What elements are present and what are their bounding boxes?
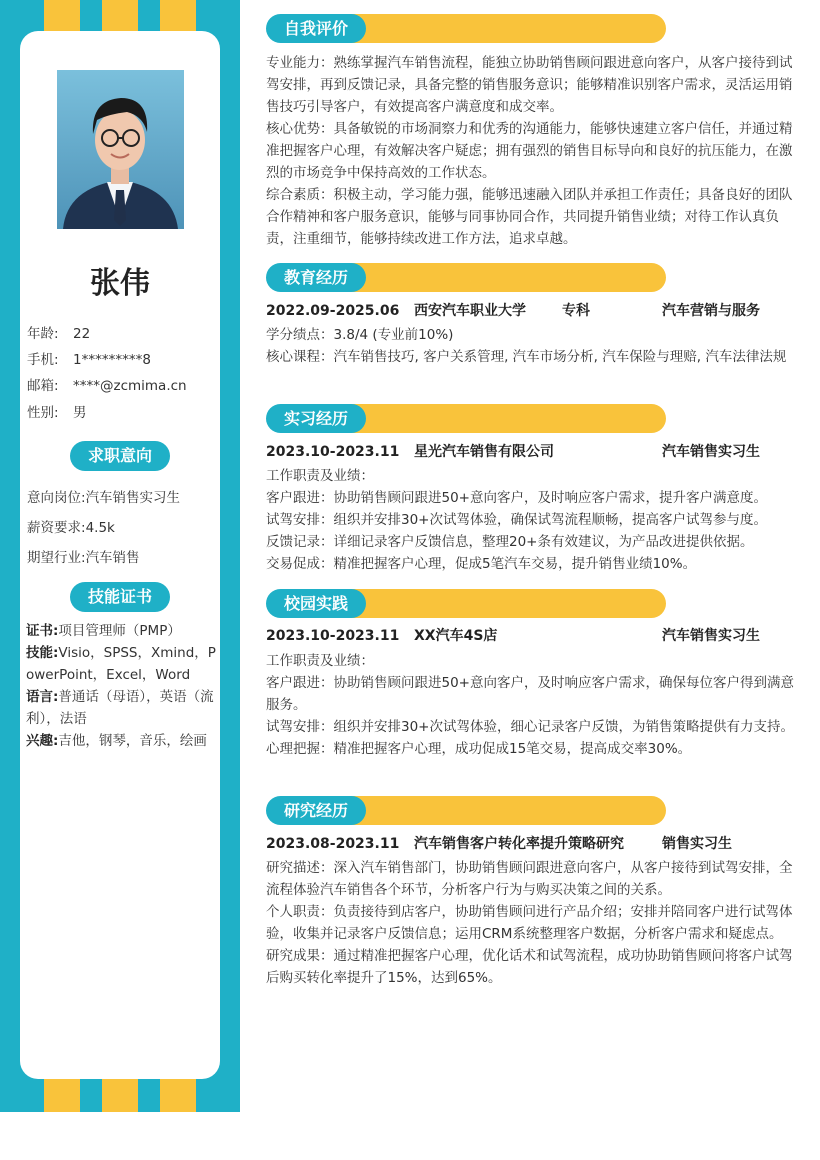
research-row xyxy=(266,833,796,855)
info-age xyxy=(27,322,90,342)
intern-company: 星光汽车销售有限公司 xyxy=(414,444,554,460)
section-header-internship xyxy=(266,404,666,433)
internship-row xyxy=(266,441,796,463)
campus-row xyxy=(266,625,796,647)
job-row-salary xyxy=(27,516,115,536)
decor-stripe xyxy=(102,1076,138,1112)
decor-stripe xyxy=(102,0,138,32)
section-header-education xyxy=(266,263,666,292)
info-value: 1*********8 xyxy=(73,352,151,368)
job-intent-heading: 求职意向 xyxy=(70,441,170,471)
campus-company: XX汽车4S店 xyxy=(414,628,498,644)
info-label: 性别: xyxy=(27,405,59,421)
info-label: 手机: xyxy=(27,352,59,368)
skill-item xyxy=(26,620,216,642)
detail-line: 心理把握：精准把握客户心理，成功促成15笔交易，提高成交率30%。 xyxy=(266,741,692,757)
skill-label: 证书: xyxy=(26,623,59,639)
job-label: 意向岗位: xyxy=(27,490,86,506)
job-value: 汽车销售实习生 xyxy=(85,490,181,506)
campus-details xyxy=(266,650,796,760)
section-title: 教育经历 xyxy=(266,263,366,292)
paragraph: 核心优势：具备敏锐的市场洞察力和优秀的沟通能力，能够快速建立客户信任，并通过精准把握客户心理，有效解决客户疑虑；拥有强烈的销售目标导向和良好的抗压能力，在激烈的市场竞争中保持高效的工作状态。 xyxy=(266,121,793,181)
campus-date: 2023.10-2023.11 xyxy=(266,628,400,644)
section-title: 实习经历 xyxy=(266,404,366,433)
info-label: 邮箱: xyxy=(27,378,59,394)
intern-role: 汽车销售实习生 xyxy=(662,444,760,460)
detail-line: 学分绩点：3.8/4 (专业前10%) xyxy=(266,327,454,343)
detail-line: 工作职责及业绩： xyxy=(266,653,374,669)
job-row-position xyxy=(27,486,180,506)
paragraph: 综合素质：积极主动，学习能力强，能够迅速融入团队并承担工作责任；具备良好的团队合作精神和客户服务意识，能够与同事协同合作，共同提升销售业绩；对待工作认真负责，注重细节，能够持续改进工作方法，追求卓越。 xyxy=(266,187,793,247)
skill-item xyxy=(26,730,216,752)
section-header-research xyxy=(266,796,666,825)
skill-value: Visio，SPSS，Xmind，PowerPoint，Excel，Word xyxy=(26,645,216,683)
detail-line: 试驾安排：组织并安排30+次试驾体验，细心记录客户反馈，为销售策略提供有力支持。 xyxy=(266,719,794,735)
decor-stripe xyxy=(44,0,80,32)
job-label: 薪资要求: xyxy=(27,520,86,536)
info-value: 男 xyxy=(73,405,87,421)
skill-label: 语言: xyxy=(26,689,59,705)
skill-item xyxy=(26,686,216,730)
detail-line: 工作职责及业绩： xyxy=(266,468,374,484)
research-date: 2023.08-2023.11 xyxy=(266,836,400,852)
education-details xyxy=(266,324,796,368)
info-phone xyxy=(27,348,151,368)
detail-line: 研究描述：深入汽车销售部门，协助销售顾问跟进意向客户，从客户接待到试驾安排，全流程体验汽车销售各个环节，分析客户行为与购买决策之间的关系。 xyxy=(266,860,793,898)
edu-date: 2022.09-2025.06 xyxy=(266,303,400,319)
job-label: 期望行业: xyxy=(27,550,86,566)
skill-value: 普通话（母语），英语（流利），法语 xyxy=(26,689,214,727)
detail-line: 交易促成：精准把握客户心理，促成5笔汽车交易，提升销售业绩10%。 xyxy=(266,556,697,572)
edu-school: 西安汽车职业大学 xyxy=(414,303,526,319)
detail-line: 反馈记录：详细记录客户反馈信息，整理20+条有效建议，为产品改进提供依据。 xyxy=(266,534,754,550)
job-value: 汽车销售 xyxy=(85,550,140,566)
detail-line: 研究成果：通过精准把握客户心理，优化话术和试驾流程，成功协助销售顾问将客户试驾后购买转化率提升了15%，达到65%。 xyxy=(266,948,793,986)
internship-details xyxy=(266,465,796,575)
decor-stripe xyxy=(160,1076,196,1112)
research-role: 销售实习生 xyxy=(662,836,732,852)
skill-label: 兴趣: xyxy=(26,733,59,749)
skill-item xyxy=(26,642,216,686)
candidate-name: 张伟 xyxy=(90,266,150,301)
job-row-industry xyxy=(27,546,140,566)
research-details xyxy=(266,857,796,989)
avatar-portrait xyxy=(57,70,184,229)
detail-line: 客户跟进：协助销售顾问跟进50+意向客户，及时响应客户需求，提升客户满意度。 xyxy=(266,490,767,506)
detail-line: 客户跟进：协助销售顾问跟进50+意向客户，及时响应客户需求，确保每位客户得到满意服务。 xyxy=(266,675,794,713)
skill-value: 吉他，钢琴，音乐，绘画 xyxy=(58,733,207,749)
job-value: 4.5k xyxy=(85,520,115,536)
info-value: ****@zcmima.cn xyxy=(73,378,187,394)
section-header-campus xyxy=(266,589,666,618)
section-title: 自我评价 xyxy=(266,14,366,43)
edu-degree: 专科 xyxy=(562,303,590,319)
intern-date: 2023.10-2023.11 xyxy=(266,444,400,460)
self-eval-text xyxy=(266,52,796,250)
skill-label: 技能: xyxy=(26,645,59,661)
section-title: 研究经历 xyxy=(266,796,366,825)
info-email xyxy=(27,374,187,394)
paragraph: 专业能力：熟练掌握汽车销售流程，能独立协助销售顾问跟进意向客户，从客户接待到试驾安排，再到反馈记录，具备完整的销售服务意识；能够精准识别客户需求，灵活运用销售技巧引导客户，有效提高客户满意度和成交率。 xyxy=(266,55,793,115)
detail-line: 试驾安排：组织并安排30+次试驾体验，确保试驾流程顺畅，提高客户试驾参与度。 xyxy=(266,512,767,528)
skills-heading: 技能证书 xyxy=(70,582,170,612)
detail-line: 个人职责：负责接待到店客户，协助销售顾问进行产品介绍；安排并陪同客户进行试驾体验，收集并记录客户反馈信息；运用CRM系统整理客户数据，分析客户需求和疑虑点。 xyxy=(266,904,793,942)
decor-stripe xyxy=(160,0,196,32)
skills-list xyxy=(26,620,216,752)
info-label: 年龄: xyxy=(27,326,59,342)
edu-major: 汽车营销与服务 xyxy=(662,303,760,319)
info-value: 22 xyxy=(73,326,91,342)
skill-value: 项目管理师（PMP） xyxy=(58,623,181,639)
decor-stripe xyxy=(44,1076,80,1112)
detail-line: 核心课程：汽车销售技巧, 客户关系管理, 汽车市场分析, 汽车保险与理赔, 汽车法律法规 xyxy=(266,349,787,365)
campus-role: 汽车销售实习生 xyxy=(662,628,760,644)
research-project: 汽车销售客户转化率提升策略研究 xyxy=(414,836,624,852)
section-title: 校园实践 xyxy=(266,589,366,618)
education-row xyxy=(266,300,796,322)
avatar xyxy=(57,70,184,229)
section-header-self-eval xyxy=(266,14,666,43)
info-gender xyxy=(27,401,87,421)
